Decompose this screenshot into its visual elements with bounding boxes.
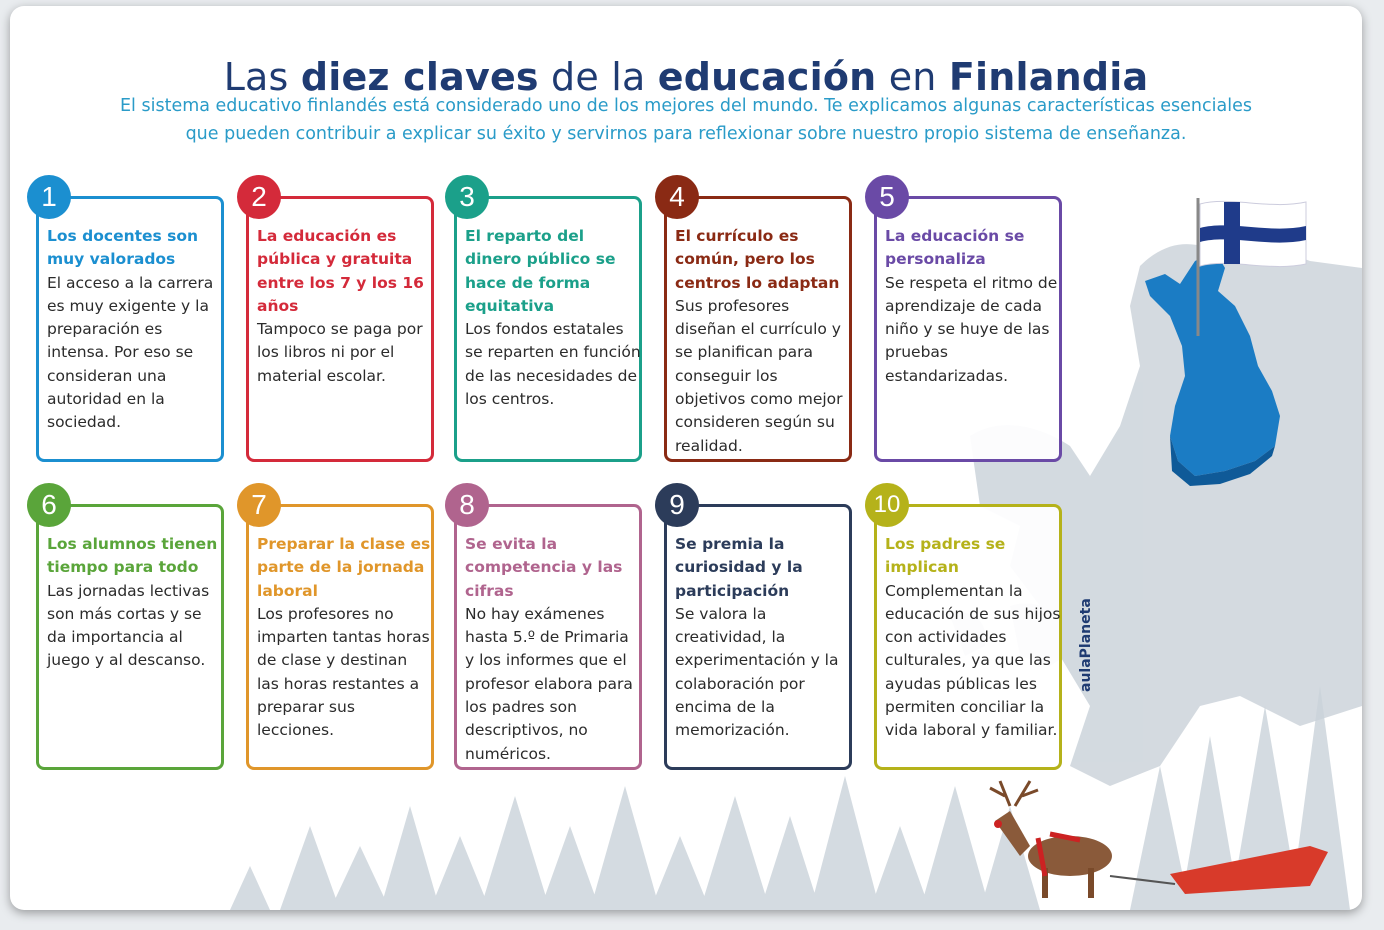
key-description: Las jornadas lectivas son más cortas y se da importancia al juego y al descanso. bbox=[47, 581, 210, 670]
key-card-9 bbox=[664, 489, 852, 770]
key-card-6 bbox=[36, 489, 224, 770]
key-text bbox=[465, 225, 641, 411]
key-card-3 bbox=[454, 181, 642, 462]
page-subtitle: El sistema educativo finlandés está considerado uno de los mejores del mundo. Te explicamos algunas características esenciales que pueden contribuir a explicar su éxito y servirnos para reflexionar sobre nuestro propio sistema de enseñanza. bbox=[120, 96, 1252, 144]
key-description: Tampoco se paga por los libros ni por el material escolar. bbox=[257, 320, 423, 385]
key-card-10 bbox=[873, 491, 1062, 770]
key-description: El acceso a la carrera es muy exigente y la preparación es intensa. Por eso se consideran una autoridad en la sociedad. bbox=[47, 273, 214, 432]
key-card-4 bbox=[664, 181, 852, 462]
key-description: No hay exámenes hasta 5.º de Primaria y los informes que el profesor elabora para los padres son descriptivos, no numéricos. bbox=[465, 604, 633, 763]
key-number-badge: 10 bbox=[865, 483, 909, 527]
infographic bbox=[10, 6, 1362, 910]
key-text bbox=[885, 533, 1061, 743]
key-number-badge: 3 bbox=[445, 175, 489, 219]
key-description: Complementan la educación de sus hijos con actividades culturales, ya que las ayudas públicas les permiten conciliar la vida laboral y familiar. bbox=[885, 581, 1061, 740]
key-text bbox=[257, 533, 433, 743]
key-heading: Se premia la curiosidad y la participación bbox=[675, 535, 803, 600]
key-card-1 bbox=[36, 181, 224, 462]
key-description: Los fondos estatales se reparten en función de las necesidades de los centros. bbox=[465, 320, 641, 409]
key-text bbox=[257, 225, 433, 388]
key-description: Los profesores no imparten tantas horas de clase y destinan las horas restantes a preparar sus lecciones. bbox=[257, 604, 430, 740]
key-number-badge: 2 bbox=[237, 175, 281, 219]
key-description: Sus profesores diseñan el currículo y se planifican para conseguir los objetivos como mejor consideren según su realidad. bbox=[675, 296, 843, 455]
key-text bbox=[885, 225, 1061, 388]
key-heading: Los alumnos tienen tiempo para todo bbox=[47, 535, 218, 577]
key-description: Se respeta el ritmo de aprendizaje de cada niño y se huye de las pruebas estandarizadas. bbox=[885, 273, 1058, 385]
key-heading: El currículo es común, pero los centros lo adaptan bbox=[675, 227, 840, 292]
key-card-8 bbox=[454, 489, 642, 770]
key-heading: Los padres se implican bbox=[885, 535, 1006, 577]
key-heading: Preparar la clase es parte de la jornada laboral bbox=[257, 535, 431, 600]
key-description: Se valora la creatividad, la experimentación y la colaboración por encima de la memorización. bbox=[675, 604, 839, 740]
page-title: Las diez claves de la educación en Finlandia bbox=[223, 55, 1149, 100]
key-text bbox=[675, 533, 851, 743]
key-card-5 bbox=[874, 181, 1062, 462]
key-number-badge: 8 bbox=[445, 483, 489, 527]
key-heading: La educación se personaliza bbox=[885, 227, 1025, 269]
key-heading: Se evita la competencia y las cifras bbox=[465, 535, 623, 600]
key-text bbox=[47, 225, 223, 435]
key-number-badge: 5 bbox=[865, 175, 909, 219]
key-card-7 bbox=[246, 489, 434, 770]
key-number-badge: 9 bbox=[655, 483, 699, 527]
key-heading: Los docentes son muy valorados bbox=[47, 227, 199, 269]
brand-logo: aulaPlaneta bbox=[1078, 598, 1094, 692]
key-number-badge: 1 bbox=[27, 175, 71, 219]
key-number-badge: 4 bbox=[655, 175, 699, 219]
key-text bbox=[675, 225, 851, 458]
key-number-badge: 7 bbox=[237, 483, 281, 527]
key-number-badge: 6 bbox=[27, 483, 71, 527]
key-text bbox=[465, 533, 641, 766]
key-card-2 bbox=[246, 181, 434, 462]
key-heading: La educación es pública y gratuita entre los 7 y los 16 años bbox=[257, 227, 424, 315]
key-heading: El reparto del dinero público se hace de forma equitativa bbox=[465, 227, 616, 315]
key-text bbox=[47, 533, 223, 673]
